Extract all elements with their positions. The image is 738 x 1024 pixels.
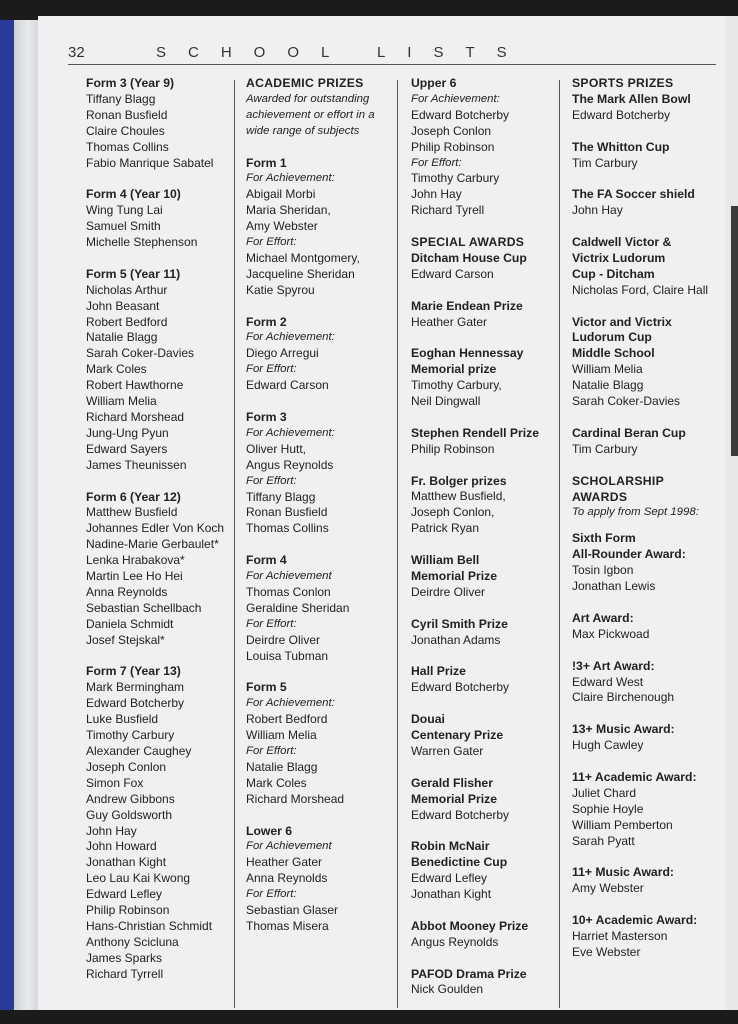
award-heading: Fr. Bolger prizes <box>411 473 507 488</box>
list-item: Abigail Morbi <box>246 187 316 202</box>
list-item: Michelle Stephenson <box>86 235 198 250</box>
scholarship-note: To apply from Sept 1998: <box>572 506 699 519</box>
list-item: Andrew Gibbons <box>86 791 175 806</box>
list-item: Heather Gater <box>246 855 323 870</box>
list-item: Eve Webster <box>572 944 641 959</box>
section-subtitle: Awarded for outstanding <box>246 92 370 105</box>
prize-section <box>246 410 392 537</box>
form-list-section <box>86 490 230 649</box>
list-item: Richard Morshead <box>246 791 345 806</box>
award-heading: Memorial prize <box>411 362 497 377</box>
award-heading: Robin McNair <box>411 839 490 854</box>
list-item: Nicholas Arthur <box>86 282 168 297</box>
prize-section <box>411 76 557 219</box>
list-item: Sarah Coker-Davies <box>572 394 681 409</box>
list-item: Patrick Ryan <box>411 521 480 536</box>
running-header <box>68 44 716 65</box>
list-item: John Hay <box>86 823 137 838</box>
section-title: SPORTS PRIZES <box>572 76 674 90</box>
section-heading: Form 5 <box>246 680 287 695</box>
list-item: Edward Botcherby <box>86 696 185 711</box>
list-item: Robert Bedford <box>246 712 328 727</box>
award-section <box>572 187 722 219</box>
list-item: Philip Robinson <box>86 903 170 918</box>
list-item: Angus Reynolds <box>411 934 499 949</box>
section-heading: Form 6 (Year 12) <box>86 489 181 504</box>
list-item: Samuel Smith <box>86 219 161 234</box>
section-title: ACADEMIC PRIZES <box>246 76 364 90</box>
list-item: William Pemberton <box>572 817 673 832</box>
list-item: Max Pickwoad <box>572 626 650 641</box>
award-section <box>572 92 722 124</box>
list-item: Jonathan Kight <box>411 887 492 902</box>
list-item: Ronan Busfield <box>86 107 168 122</box>
list-item: William Melia <box>86 394 157 409</box>
document-page <box>38 16 726 1010</box>
list-item: John Hay <box>572 203 623 218</box>
list-item: William Melia <box>572 362 643 377</box>
award-section <box>411 617 557 649</box>
list-item: Claire Choules <box>86 123 165 138</box>
award-heading: All-Rounder Award: <box>572 547 686 562</box>
list-item: Jonathan Lewis <box>572 579 656 594</box>
prize-category: For Effort: <box>246 888 297 901</box>
award-section <box>572 140 722 172</box>
list-item: Fabio Manrique Sabatel <box>86 155 214 170</box>
page-stack-edge <box>14 20 38 1010</box>
column-rule <box>559 80 560 1008</box>
award-heading: The Whitton Cup <box>572 139 670 154</box>
form-list-section <box>86 187 230 251</box>
list-item: Sophie Hoyle <box>572 801 644 816</box>
section-title: SCHOLARSHIP <box>572 473 665 488</box>
award-heading: 11+ Music Award: <box>572 865 674 880</box>
award-heading: 13+ Music Award: <box>572 722 675 737</box>
list-item: Edward West <box>572 674 644 689</box>
list-item: James Theunissen <box>86 457 187 472</box>
award-section <box>411 251 557 283</box>
section-title: AWARDS <box>572 489 628 504</box>
prize-category: For Achievement: <box>246 331 335 344</box>
award-heading: PAFOD Drama Prize <box>411 966 527 981</box>
award-section <box>572 865 722 897</box>
prize-category: For Achievement: <box>246 426 335 439</box>
award-section <box>411 967 557 999</box>
award-heading: Eoghan Hennessay <box>411 346 524 361</box>
list-item: Edward Botcherby <box>411 807 510 822</box>
award-section <box>411 474 557 538</box>
list-item: Thomas Conlon <box>246 584 331 599</box>
list-item: Edward Botcherby <box>411 107 510 122</box>
form-list-section <box>86 664 230 982</box>
prize-category: For Effort: <box>246 363 297 376</box>
list-item: Anna Reynolds <box>86 584 168 599</box>
award-heading: Memorial Prize <box>411 569 498 583</box>
list-item: Amy Webster <box>246 219 318 234</box>
section-title: SPECIAL AWARDS <box>411 235 525 250</box>
list-item: Nicholas Ford, Claire Hall <box>572 282 709 297</box>
award-heading: Ludorum Cup <box>572 330 652 345</box>
list-item: Hans-Christian Schmidt <box>86 918 213 933</box>
award-section <box>411 712 557 760</box>
award-section <box>572 611 722 643</box>
section-heading: Form 4 (Year 10) <box>86 187 181 202</box>
award-section <box>572 913 722 961</box>
list-item: Tosin Igbon <box>572 563 634 578</box>
prize-section <box>246 824 392 935</box>
list-item: Richard Morshead <box>86 410 185 424</box>
list-item: Edward Lefley <box>86 887 163 902</box>
section-heading: Form 7 (Year 13) <box>86 664 181 679</box>
list-item: Tiffany Blagg <box>246 489 316 504</box>
award-heading: Hall Prize <box>411 664 466 679</box>
list-item: Jacqueline Sheridan <box>246 266 355 281</box>
award-heading: The FA Soccer shield <box>572 187 695 202</box>
prize-category: For Achievement: <box>246 172 335 185</box>
list-item: Sebastian Glaser <box>246 903 339 918</box>
form-list-section <box>86 267 230 474</box>
next-page-edge <box>726 16 738 1010</box>
list-item: Natalie Blagg <box>86 330 158 345</box>
list-item: Juliet Chard <box>572 785 637 800</box>
award-heading: Stephen Rendell Prize <box>411 425 539 440</box>
award-heading: Marie Endean Prize <box>411 298 523 313</box>
list-item: Joseph Conlon <box>86 759 167 774</box>
award-heading: 11+ Academic Award: <box>572 769 697 784</box>
list-item: Claire Birchenough <box>572 690 675 705</box>
award-heading: Benedictine Cup <box>411 855 508 870</box>
award-heading: Ditcham House Cup <box>411 250 527 265</box>
list-item: James Sparks <box>86 950 163 965</box>
list-item: Geraldine Sheridan <box>246 600 350 615</box>
award-heading: Abbot Mooney Prize <box>411 918 529 933</box>
award-heading: Gerald Flisher <box>411 775 493 790</box>
award-heading: Cup - Ditcham <box>572 266 655 281</box>
award-heading: Victor and Victrix <box>572 314 672 329</box>
award-section <box>411 919 557 951</box>
list-item: Wing Tung Lai <box>86 203 163 218</box>
award-section <box>411 553 557 601</box>
list-item: Natalie Blagg <box>246 759 318 774</box>
list-item: Daniela Schmidt <box>86 616 174 631</box>
list-item: Lenka Hrabakova* <box>86 553 185 568</box>
list-item: Maria Sheridan, <box>246 203 331 218</box>
award-heading: Art Award: <box>572 610 634 625</box>
prize-category: For Effort: <box>246 744 297 757</box>
award-heading: Sixth Form <box>572 531 636 546</box>
list-item: Anthony Scicluna <box>86 934 179 949</box>
next-page-image <box>731 206 738 456</box>
award-heading: Memorial Prize <box>411 791 498 806</box>
award-section <box>411 299 557 331</box>
prize-section <box>246 680 392 807</box>
award-heading: Middle School <box>572 346 655 361</box>
list-item: Philip Robinson <box>411 139 495 154</box>
award-section <box>572 426 722 458</box>
list-item: Tiffany Blagg <box>86 91 156 106</box>
section-heading: Form 3 (Year 9) <box>86 76 175 90</box>
list-item: Diego Arregui <box>246 346 319 361</box>
list-item: Matthew Busfield, <box>411 489 506 504</box>
list-item: Thomas Collins <box>246 521 329 536</box>
award-section <box>411 346 557 410</box>
special-awards-block <box>411 235 557 251</box>
list-item: Timothy Carbury <box>411 171 500 186</box>
award-section <box>411 839 557 903</box>
award-heading: Victrix Ludorum <box>572 250 666 265</box>
list-item: Michael Montgomery, <box>246 250 360 265</box>
list-item: Johannes Edler Von Koch <box>86 521 225 536</box>
list-item: Angus Reynolds <box>246 457 334 472</box>
column-rule <box>234 80 235 1008</box>
list-item: Mark Coles <box>246 775 307 790</box>
list-item: Heather Gater <box>411 314 488 329</box>
prize-category: For Achievement: <box>246 697 335 710</box>
prize-section <box>246 315 392 395</box>
list-item: Neil Dingwall <box>411 394 481 409</box>
list-item: Edward Carson <box>411 266 494 281</box>
award-section <box>572 315 722 410</box>
list-item: Tim Carbury <box>572 441 638 456</box>
award-heading: 10+ Academic Award: <box>572 913 698 928</box>
list-item: Edward Botcherby <box>411 680 510 695</box>
section-heading: Upper 6 <box>411 76 457 90</box>
list-item: Ronan Busfield <box>246 505 328 520</box>
list-item: Jonathan Kight <box>86 855 167 870</box>
list-item: Natalie Blagg <box>572 378 644 393</box>
list-item: Joseph Conlon <box>411 123 492 138</box>
list-item: Matthew Busfield <box>86 505 178 520</box>
prize-section <box>246 156 392 299</box>
list-item: Sarah Pyatt <box>572 833 635 848</box>
list-item: Robert Bedford <box>86 314 168 329</box>
special-awards-column <box>411 76 557 1014</box>
award-heading: Cardinal Beran Cup <box>572 425 686 440</box>
running-title: SCHOOL LISTS <box>156 44 529 61</box>
prize-section <box>246 553 392 664</box>
award-heading: Douai <box>411 712 445 727</box>
section-heading: Form 3 <box>246 409 287 424</box>
prize-category: For Achievement: <box>411 92 500 105</box>
list-item: Oliver Hutt, <box>246 441 307 456</box>
book-spine <box>0 20 14 1010</box>
award-section <box>411 776 557 824</box>
list-item: Jung-Ung Pyun <box>86 425 169 440</box>
award-heading: Cyril Smith Prize <box>411 616 508 631</box>
list-item: Richard Tyrrell <box>86 966 164 981</box>
list-item: Sarah Coker-Davies <box>86 346 195 361</box>
list-item: Timothy Carbury, <box>411 378 502 393</box>
prize-category: For Achievement <box>246 840 332 853</box>
list-item: Thomas Collins <box>86 139 169 154</box>
list-item: Edward Carson <box>246 378 329 393</box>
list-item: Anna Reynolds <box>246 871 328 886</box>
award-heading: Caldwell Victor & <box>572 235 672 250</box>
award-heading: The Mark Allen Bowl <box>572 91 691 106</box>
award-heading: !3+ Art Award: <box>572 658 655 673</box>
section-heading: Form 5 (Year 11) <box>86 266 181 281</box>
prize-category: For Achievement <box>246 570 332 583</box>
list-item: Thomas Misera <box>246 918 329 933</box>
award-section <box>572 722 722 754</box>
award-section <box>572 235 722 299</box>
list-item: Louisa Tubman <box>246 648 329 663</box>
award-section <box>411 426 557 458</box>
list-item: Deirdre Oliver <box>246 632 321 647</box>
list-item: Amy Webster <box>572 881 644 896</box>
award-section <box>572 531 722 595</box>
academic-prizes-intro <box>246 76 392 140</box>
list-item: Tim Carbury <box>572 155 638 170</box>
list-item: John Hay <box>411 187 462 202</box>
scholarship-header <box>572 474 722 522</box>
prize-category: For Effort: <box>246 617 297 630</box>
section-heading: Lower 6 <box>246 823 293 838</box>
section-subtitle: wide range of subjects <box>246 124 360 137</box>
list-item: Luke Busfield <box>86 712 159 727</box>
prize-category: For Effort: <box>411 156 462 169</box>
sports-scholarship-column <box>572 76 722 977</box>
list-item: John Beasant <box>86 298 160 313</box>
list-item: Harriet Masterson <box>572 928 668 943</box>
list-item: William Melia <box>246 728 317 743</box>
list-item: John Howard <box>86 839 157 854</box>
form-list-section <box>86 76 230 171</box>
list-item: Alexander Caughey <box>86 744 192 758</box>
prize-category: For Effort: <box>246 236 297 249</box>
list-item: Edward Lefley <box>411 871 488 886</box>
list-item: Jonathan Adams <box>411 632 501 647</box>
list-item: Edward Botcherby <box>572 107 671 122</box>
academic-prizes-column <box>246 76 392 951</box>
list-item: Warren Gater <box>411 743 484 758</box>
list-item: Sebastian Schellbach <box>86 600 202 615</box>
list-item: Edward Sayers <box>86 441 168 456</box>
list-item: Richard Tyrell <box>411 203 485 218</box>
award-heading: Centenary Prize <box>411 728 504 743</box>
section-heading: Form 2 <box>246 314 287 329</box>
list-item: Deirdre Oliver <box>411 584 486 599</box>
award-section <box>411 664 557 696</box>
section-heading: Form 1 <box>246 155 287 170</box>
list-item: Robert Hawthorne <box>86 378 184 393</box>
list-item: Guy Goldsworth <box>86 807 173 822</box>
section-subtitle: achievement or effort in a <box>246 108 375 121</box>
list-item: Timothy Carbury <box>86 728 175 743</box>
form-lists-column <box>86 76 230 998</box>
list-item: Josef Stejskal* <box>86 632 165 647</box>
award-heading: William Bell <box>411 553 480 568</box>
list-item: Katie Spyrou <box>246 282 315 297</box>
list-item: Nadine-Marie Gerbaulet* <box>86 537 219 552</box>
list-item: Joseph Conlon, <box>411 505 495 520</box>
list-item: Philip Robinson <box>411 441 495 456</box>
prize-category: For Effort: <box>246 474 297 487</box>
section-heading: Form 4 <box>246 553 287 568</box>
list-item: Simon Fox <box>86 775 144 790</box>
list-item: Mark Coles <box>86 362 147 377</box>
list-item: Nick Goulden <box>411 982 484 997</box>
list-item: Leo Lau Kai Kwong <box>86 871 191 886</box>
award-section <box>572 659 722 707</box>
list-item: Martin Lee Ho Hei <box>86 569 183 584</box>
list-item: Mark Bermingham <box>86 680 185 695</box>
page-number: 32 <box>68 44 85 61</box>
column-rule <box>397 80 398 1008</box>
list-item: Hugh Cawley <box>572 738 644 753</box>
award-section <box>572 770 722 850</box>
